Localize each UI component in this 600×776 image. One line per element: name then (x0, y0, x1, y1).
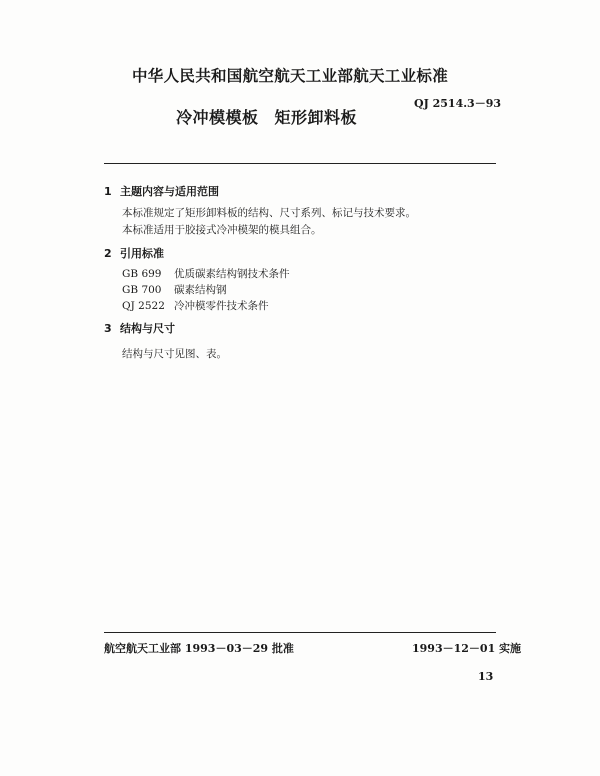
footer-divider (104, 632, 496, 633)
section-1-paragraph-1: 本标准规定了矩形卸料板的结构、尺寸系列、标记与技术要求。 (122, 207, 416, 219)
reference-name: 优质碳素结构钢技术条件 (174, 268, 290, 280)
section-2-number: 2 (104, 247, 112, 260)
standard-number: QJ 2514.3－93 (414, 97, 502, 110)
section-1-title: 主题内容与适用范围 (120, 185, 219, 198)
section-1-paragraph-2: 本标准适用于胶接式冷冲模架的模具组合。 (122, 224, 322, 236)
issuing-authority: 中华人民共和国航空航天工业部航天工业标准 (132, 67, 449, 85)
reference-row (122, 298, 269, 313)
reference-row (122, 266, 290, 281)
section-1-heading (104, 183, 219, 199)
reference-name: 碳素结构钢 (174, 284, 227, 296)
reference-code: QJ 2522 (122, 300, 165, 312)
section-3-number: 3 (104, 322, 112, 335)
document-title (176, 105, 357, 128)
section-3-title: 结构与尺寸 (120, 322, 175, 335)
reference-code: GB 700 (122, 284, 162, 296)
reference-name: 冷冲模零件技术条件 (174, 300, 269, 312)
document-title-part2: 矩形卸料板 (274, 108, 358, 127)
reference-code: GB 699 (122, 268, 162, 280)
document-title-part1: 冷冲模模板 (176, 108, 259, 127)
reference-row (122, 282, 227, 297)
page-number: 13 (478, 670, 494, 683)
header-divider (104, 163, 496, 164)
implementation-line: 1993－12－01 实施 (412, 642, 522, 655)
section-3-paragraph-1: 结构与尺寸见图、表。 (122, 348, 227, 360)
section-1-number: 1 (104, 185, 112, 198)
section-2-heading (104, 245, 164, 261)
section-2-title: 引用标准 (120, 247, 164, 260)
approval-line: 航空航天工业部 1993－03－29 批准 (104, 642, 294, 655)
section-3-heading (104, 320, 175, 336)
